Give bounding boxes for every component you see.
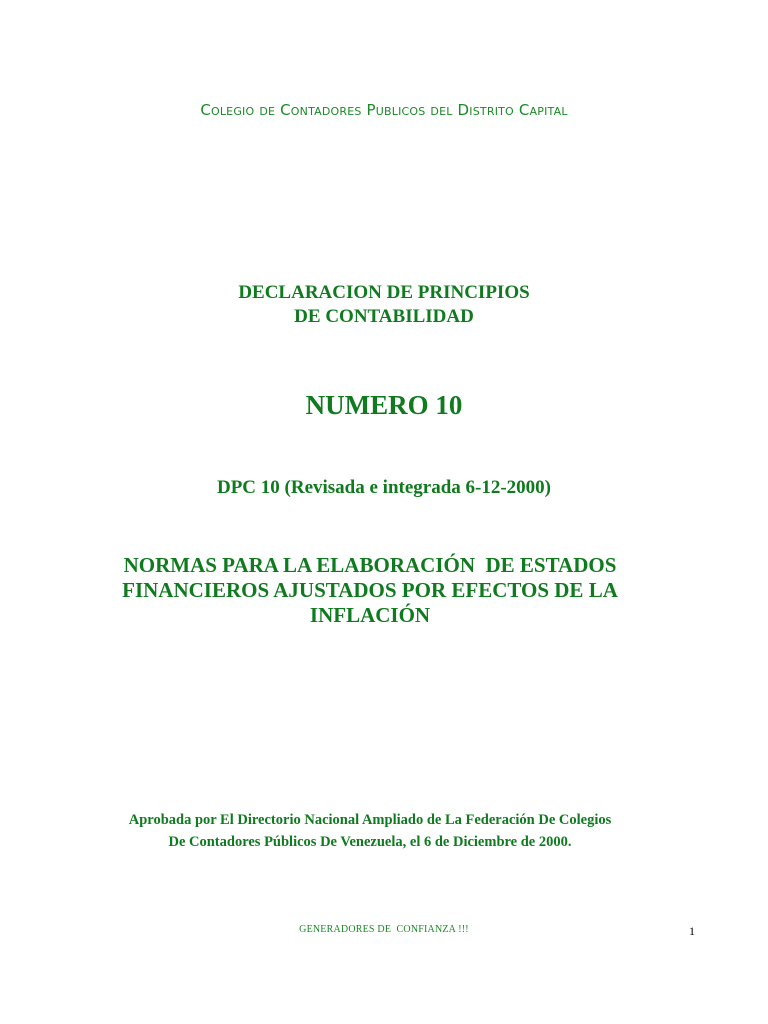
document-title-line-1: DECLARACION DE PRINCIPIOS (238, 282, 530, 303)
document-title (0, 281, 768, 329)
approval-line-1: Aprobada por El Directorio Nacional Ampliado de La Federación De Colegios (128, 812, 612, 828)
approval-statement (40, 809, 700, 853)
document-subject (70, 553, 670, 628)
document-title-line-2: DE CONTABILIDAD (294, 306, 474, 327)
organization-header: Colegio de Contadores Publicos del Distrito Capital (200, 101, 568, 119)
approval-line-2: De Contadores Públicos De Venezuela, el 6 de Diciembre de 2000. (168, 834, 572, 850)
page-number: 1 (689, 924, 695, 938)
document-subject-line-1: NORMAS PARA LA ELABORACIÓN DE ESTADOS (123, 553, 617, 577)
document-number: NUMERO 10 (305, 390, 463, 420)
document-subject-line-3: INFLACIÓN (309, 603, 431, 627)
revision-note: DPC 10 (Revisada e integrada 6-12-2000) (216, 477, 552, 498)
document-subject-line-2: FINANCIEROS AJUSTADOS POR EFECTOS DE LA (122, 578, 618, 602)
footer-slogan: GENERADORES DE CONFIANZA !!! (299, 924, 469, 935)
